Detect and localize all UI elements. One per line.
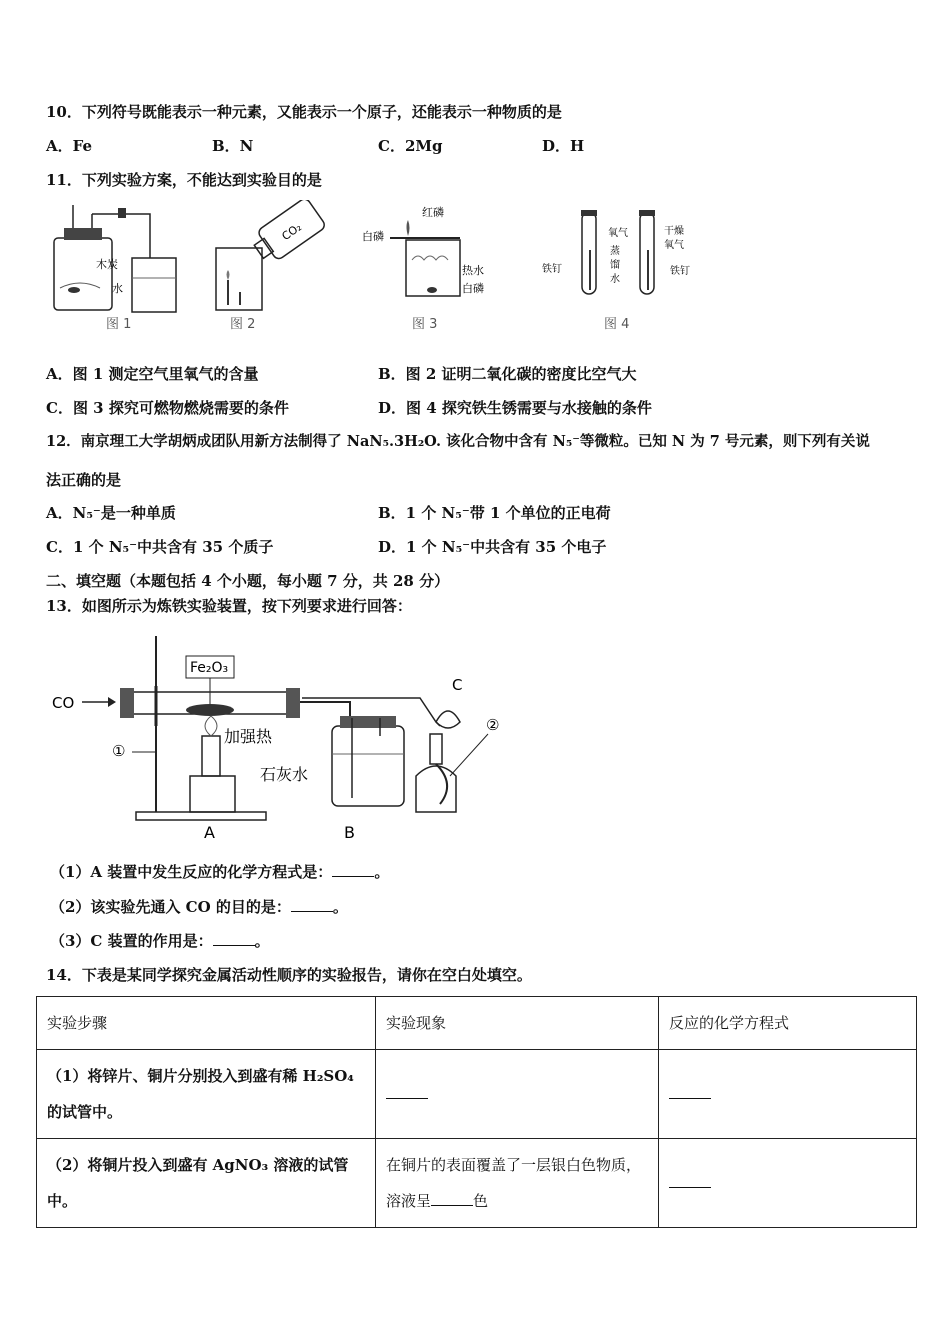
- fig2-label-co2: CO₂: [279, 220, 304, 244]
- q14-stem: 14．下表是某同学探究金属活动性顺序的实验报告，请你在空白处填空。: [46, 966, 532, 984]
- q13-sub3: （3）C 装置的作用是： 。: [50, 932, 270, 950]
- row1-phenomenon[interactable]: [376, 1050, 659, 1139]
- row2-color-blank[interactable]: [431, 1191, 473, 1206]
- q13-label-c: C: [452, 676, 463, 694]
- q13-stem: 13．如图所示为炼铁实验装置，按下列要求进行回答：: [46, 597, 412, 615]
- fig3-label-red-p: 红磷: [422, 206, 444, 219]
- svg-text:馏: 馏: [610, 260, 620, 271]
- fig4-label-oxygen: 氧气: [608, 228, 628, 239]
- q13-sub1: （1）A 装置中发生反应的化学方程式是： 。: [50, 863, 390, 881]
- row2-phenomenon: 在铜片的表面覆盖了一层银白色物质，溶液呈 色: [376, 1139, 659, 1228]
- fig3-label-white-p-top: 白磷: [362, 230, 384, 243]
- fig3-apparatus: [362, 205, 484, 332]
- svg-text:铁钉: 铁钉: [670, 266, 690, 277]
- q13-label-b: B: [344, 823, 355, 842]
- fig3-label-white-p-bottom: 白磷: [462, 282, 484, 295]
- fig1-label-water: 水: [112, 282, 123, 295]
- q11-option-b[interactable]: B．图 2 证明二氧化碳的密度比空气大: [378, 365, 637, 383]
- q11-option-a[interactable]: A．图 1 测定空气里氧气的含量: [46, 365, 259, 383]
- fig4-apparatus: [542, 210, 690, 332]
- q10-option-a[interactable]: A．Fe: [46, 137, 93, 155]
- fig4-label-nail: 铁钉: [542, 264, 562, 275]
- q13-label-circle1: ①: [112, 742, 126, 760]
- q10-stem: 10．下列符号既能表示一种元素，又能表示一个原子，还能表示一种物质的是: [46, 103, 562, 121]
- section2-heading: 二、填空题（本题包括 4 个小题，每小题 7 分，共 28 分）: [46, 572, 450, 590]
- fig1-apparatus: [54, 205, 176, 332]
- row1-equation[interactable]: [659, 1050, 917, 1139]
- fig4-caption: 图 4: [604, 317, 630, 332]
- row2-equation[interactable]: [659, 1139, 917, 1228]
- svg-text:蒸: 蒸: [610, 246, 620, 257]
- q14-report-table: [36, 996, 917, 1228]
- q13-label-a: A: [204, 823, 215, 842]
- q10-option-c[interactable]: C．2Mg: [378, 137, 443, 155]
- q13-label-co: CO: [52, 694, 75, 712]
- fig1-label-charcoal: 木炭: [96, 258, 118, 271]
- table-header-phenomenon: 实验现象: [376, 997, 659, 1050]
- q13-sub2: （2）该实验先通入 CO 的目的是： 。: [50, 898, 348, 916]
- q12-stem-line1: 12．南京理工大学胡炳成团队用新方法制得了 NaN₅.3H₂O. 该化合物中含有 N₅⁻等微粒。已知 N 为 7 号元素，则下列有关说: [46, 433, 870, 450]
- q12-option-a[interactable]: A．N₅⁻是一种单质: [46, 504, 176, 522]
- row1-phenomenon-blank[interactable]: [386, 1084, 428, 1099]
- fig3-caption: 图 3: [412, 317, 438, 332]
- table-header-equation: 反应的化学方程式: [659, 997, 917, 1050]
- q12-stem-line2: 法正确的是: [46, 471, 122, 489]
- q12-option-d[interactable]: D．1 个 N₅⁻中共含有 35 个电子: [378, 538, 607, 556]
- svg-text:水: 水: [610, 274, 620, 285]
- svg-text:氧气: 氧气: [664, 240, 684, 251]
- table-header-step: 实验步骤: [37, 997, 376, 1050]
- row2-step: （2）将铜片投入到盛有 AgNO₃ 溶液的试管中。: [37, 1139, 376, 1228]
- q12-option-b[interactable]: B．1 个 N₅⁻带 1 个单位的正电荷: [378, 504, 611, 522]
- q13-sub2-blank[interactable]: [291, 897, 333, 912]
- q11-stem: 11．下列实验方案，不能达到实验目的是: [46, 171, 322, 189]
- q11-option-d[interactable]: D．图 4 探究铁生锈需要与水接触的条件: [378, 399, 652, 417]
- fig1-caption: 图 1: [106, 317, 132, 332]
- q13-label-heat: 加强热: [224, 727, 273, 746]
- q13-label-fe2o3: Fe₂O₃: [190, 660, 229, 676]
- q10-option-d[interactable]: D．H: [542, 137, 585, 155]
- q13-sub3-blank[interactable]: [213, 931, 255, 946]
- fig3-label-hot-water: 热水: [462, 264, 484, 277]
- q12-option-c[interactable]: C．1 个 N₅⁻中共含有 35 个质子: [46, 538, 274, 556]
- q13-ironmaking-apparatus: [40, 626, 540, 846]
- row1-equation-blank[interactable]: [669, 1084, 711, 1099]
- row1-step: （1）将锌片、铜片分别投入到盛有稀 H₂SO₄ 的试管中。: [37, 1050, 376, 1139]
- q11-figures: [40, 200, 740, 340]
- fig2-caption: 图 2: [230, 317, 256, 332]
- svg-text:干燥: 干燥: [664, 226, 684, 237]
- q13-sub1-blank[interactable]: [332, 862, 374, 877]
- fig2-apparatus: [216, 200, 327, 332]
- row2-equation-blank[interactable]: [669, 1173, 711, 1188]
- q11-option-c[interactable]: C．图 3 探究可燃物燃烧需要的条件: [46, 399, 289, 417]
- q13-label-circle2: ②: [486, 716, 500, 734]
- q13-label-limewater: 石灰水: [260, 765, 309, 784]
- q10-option-b[interactable]: B．N: [212, 137, 254, 155]
